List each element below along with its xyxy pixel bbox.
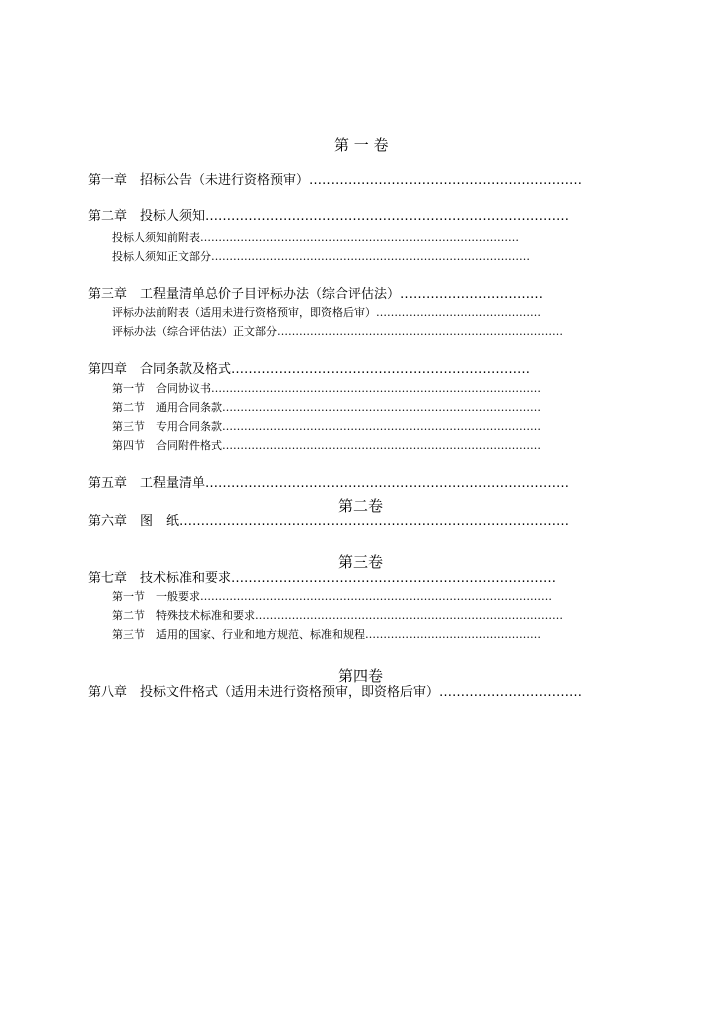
toc-ch4-section-4[interactable]: 第四节 合同附件格式…………………………………………………………………………… (112, 439, 541, 452)
toc-chapter-4-title: 第四章 合同条款及格式 (88, 362, 232, 377)
toc-chapter-3[interactable] (88, 288, 543, 301)
toc-leader: ………………………………………………………………… (231, 571, 557, 586)
toc-ch3-section-2[interactable]: 评标办法（综合评估法）正文部分…………………………………………………………………… (112, 325, 563, 338)
toc-chapter-2-title: 第二章 投标人须知 (88, 209, 206, 224)
volume-3-heading: 第三卷 (338, 553, 384, 571)
toc-ch4-section-1[interactable]: 第一节 合同协议书……………………………………………………………………………… (112, 382, 541, 395)
toc-ch7-section-1[interactable]: 第一节 一般要求…………………………………………………………………………………… (112, 590, 552, 603)
toc-chapter-1-title: 第一章 招标公告（未进行资格预审） (88, 173, 310, 188)
toc-leader: ………………………………………………………………………… (205, 476, 570, 491)
toc-chapter-1[interactable] (88, 174, 582, 187)
toc-ch3-section-1[interactable]: 评标办法前附表（适用未进行资格预审，即资格后审）……………………………………… (112, 306, 541, 319)
toc-ch2-section-1[interactable]: 投标人须知前附表…………………………………………………………………………… (112, 231, 519, 244)
volume-1-heading: 第 一 卷 (334, 136, 389, 154)
toc-chapter-7[interactable] (88, 572, 556, 585)
toc-leader: ……………………………………………………………………………… (179, 514, 570, 529)
toc-leader: …………………………………………………………… (231, 362, 531, 377)
toc-chapter-7-title: 第七章 技术标准和要求 (88, 571, 232, 586)
toc-chapter-6-title: 第六章 图 纸 (88, 514, 180, 529)
toc-chapter-4[interactable] (88, 363, 530, 376)
toc-leader: …………………………… (439, 685, 583, 700)
toc-leader: ………………………………………………………………………… (205, 209, 570, 224)
toc-ch7-section-3[interactable]: 第三节 适用的国家、行业和地方规范、标准和规程………………………………………… (112, 628, 541, 641)
volume-2-heading: 第二卷 (338, 497, 384, 515)
toc-chapter-5-title: 第五章 工程量清单 (88, 476, 206, 491)
toc-chapter-5[interactable] (88, 477, 569, 490)
toc-chapter-8[interactable] (88, 686, 582, 699)
volume-4-heading: 第四卷 (338, 667, 384, 685)
toc-leader: ……………………………………………………… (309, 173, 583, 188)
toc-ch7-section-2[interactable]: 第二节 特殊技术标准和要求………………………………………………………………………… (112, 609, 563, 622)
toc-ch2-section-2[interactable]: 投标人须知正文部分…………………………………………………………………………… (112, 250, 530, 263)
toc-leader: …………………………… (400, 287, 544, 302)
toc-chapter-3-title: 第三章 工程量清单总价子目评标办法（综合评估法） (88, 287, 401, 302)
toc-chapter-2[interactable] (88, 210, 569, 223)
toc-chapter-8-title: 第八章 投标文件格式（适用未进行资格预审，即资格后审） (88, 685, 440, 700)
toc-ch4-section-3[interactable]: 第三节 专用合同条款…………………………………………………………………………… (112, 420, 541, 433)
toc-chapter-6[interactable] (88, 515, 569, 528)
toc-ch4-section-2[interactable]: 第二节 通用合同条款…………………………………………………………………………… (112, 401, 541, 414)
